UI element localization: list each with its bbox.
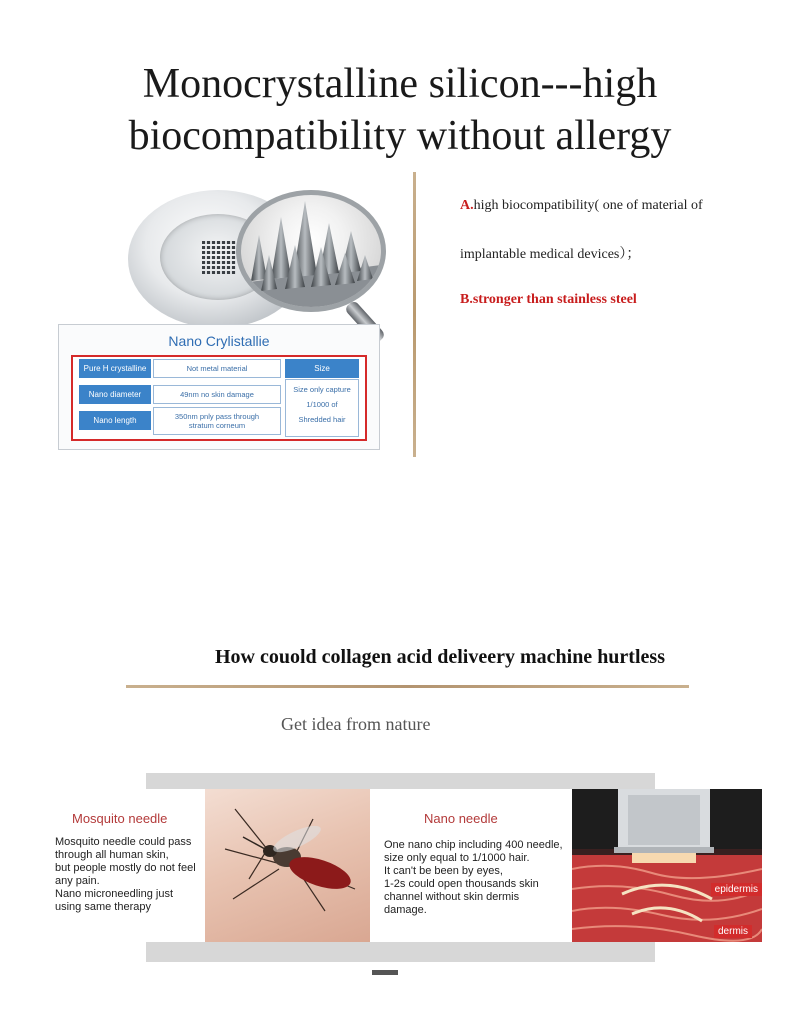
spec-frame — [71, 355, 367, 441]
horizontal-divider — [126, 685, 689, 688]
spec-value-line: 350nm pnly pass through — [174, 412, 260, 421]
spec-value — [153, 407, 281, 435]
size-line: 1/1000 of — [306, 400, 338, 409]
nano-line: It can't be been by eyes, — [384, 865, 503, 877]
skin-layers-illustration — [572, 789, 762, 942]
dermis-label: dermis — [714, 925, 752, 938]
spec-value-line: stratum corneum — [188, 421, 246, 430]
mosquito-line: through all human skin, — [55, 849, 169, 861]
spec-label: Nano diameter — [79, 385, 151, 404]
feature-a-continued: implantable medical devices）； — [460, 247, 641, 262]
section-title: How couold collagen acid deliveery machine hurtless — [215, 646, 665, 668]
title-line-2: biocompatibility without allergy — [128, 113, 672, 159]
mosquito-line: any pain. — [55, 875, 100, 887]
spec-value: Not metal material — [153, 359, 281, 378]
size-header: Size — [285, 359, 359, 378]
size-line: Shredded hair — [298, 415, 346, 424]
mosquito-line: Mosquito needle could pass — [55, 836, 192, 848]
nano-spikes-illustration — [241, 195, 381, 307]
nano-needle-photo — [572, 789, 762, 942]
magnifier-lens — [236, 190, 386, 312]
mosquito-line: Nano microneedling just — [55, 888, 174, 900]
size-line: Size only capture — [293, 385, 351, 394]
nano-line: damage. — [384, 904, 427, 916]
nano-line: One nano chip including 400 needle, — [384, 839, 563, 851]
section-subtitle: Get idea from nature — [281, 714, 431, 734]
size-description — [285, 379, 359, 437]
nano-title: Nano needle — [424, 811, 498, 826]
mosquito-description — [55, 836, 196, 914]
epidermis-label: epidermis — [711, 883, 762, 896]
mosquito-line: but people mostly do not feel — [55, 862, 196, 874]
mosquito-photo — [205, 789, 370, 942]
nano-description — [384, 839, 563, 917]
gray-band-top — [146, 773, 655, 789]
page-title — [0, 58, 800, 162]
nano-line: 1-2s could open thousands skin — [384, 878, 539, 890]
spec-label: Nano length — [79, 411, 151, 430]
gray-band-bottom — [146, 942, 655, 962]
mosquito-line: using same therapy — [55, 901, 151, 913]
feature-a — [460, 197, 703, 215]
spec-value: 49nm no skin damage — [153, 385, 281, 404]
mosquito-illustration — [205, 789, 370, 942]
feature-b: B.stronger than stainless steel — [460, 292, 637, 307]
feature-a-tag: A. — [460, 198, 474, 213]
page-indicator — [372, 970, 398, 975]
title-line-1: Monocrystalline silicon---high — [142, 61, 658, 107]
table-title: Nano Crylistallie — [168, 333, 270, 349]
nano-line: channel without skin dermis — [384, 891, 520, 903]
product-figure — [58, 190, 388, 452]
nano-line: size only equal to 1/1000 hair. — [384, 852, 530, 864]
nano-spec-table — [58, 324, 380, 450]
mosquito-title: Mosquito needle — [72, 811, 168, 826]
vertical-divider — [413, 172, 416, 457]
feature-a-text: high biocompatibility( one of material of — [473, 198, 703, 213]
nano-chip — [202, 240, 236, 274]
spec-label: Pure H crystalline — [79, 359, 151, 378]
